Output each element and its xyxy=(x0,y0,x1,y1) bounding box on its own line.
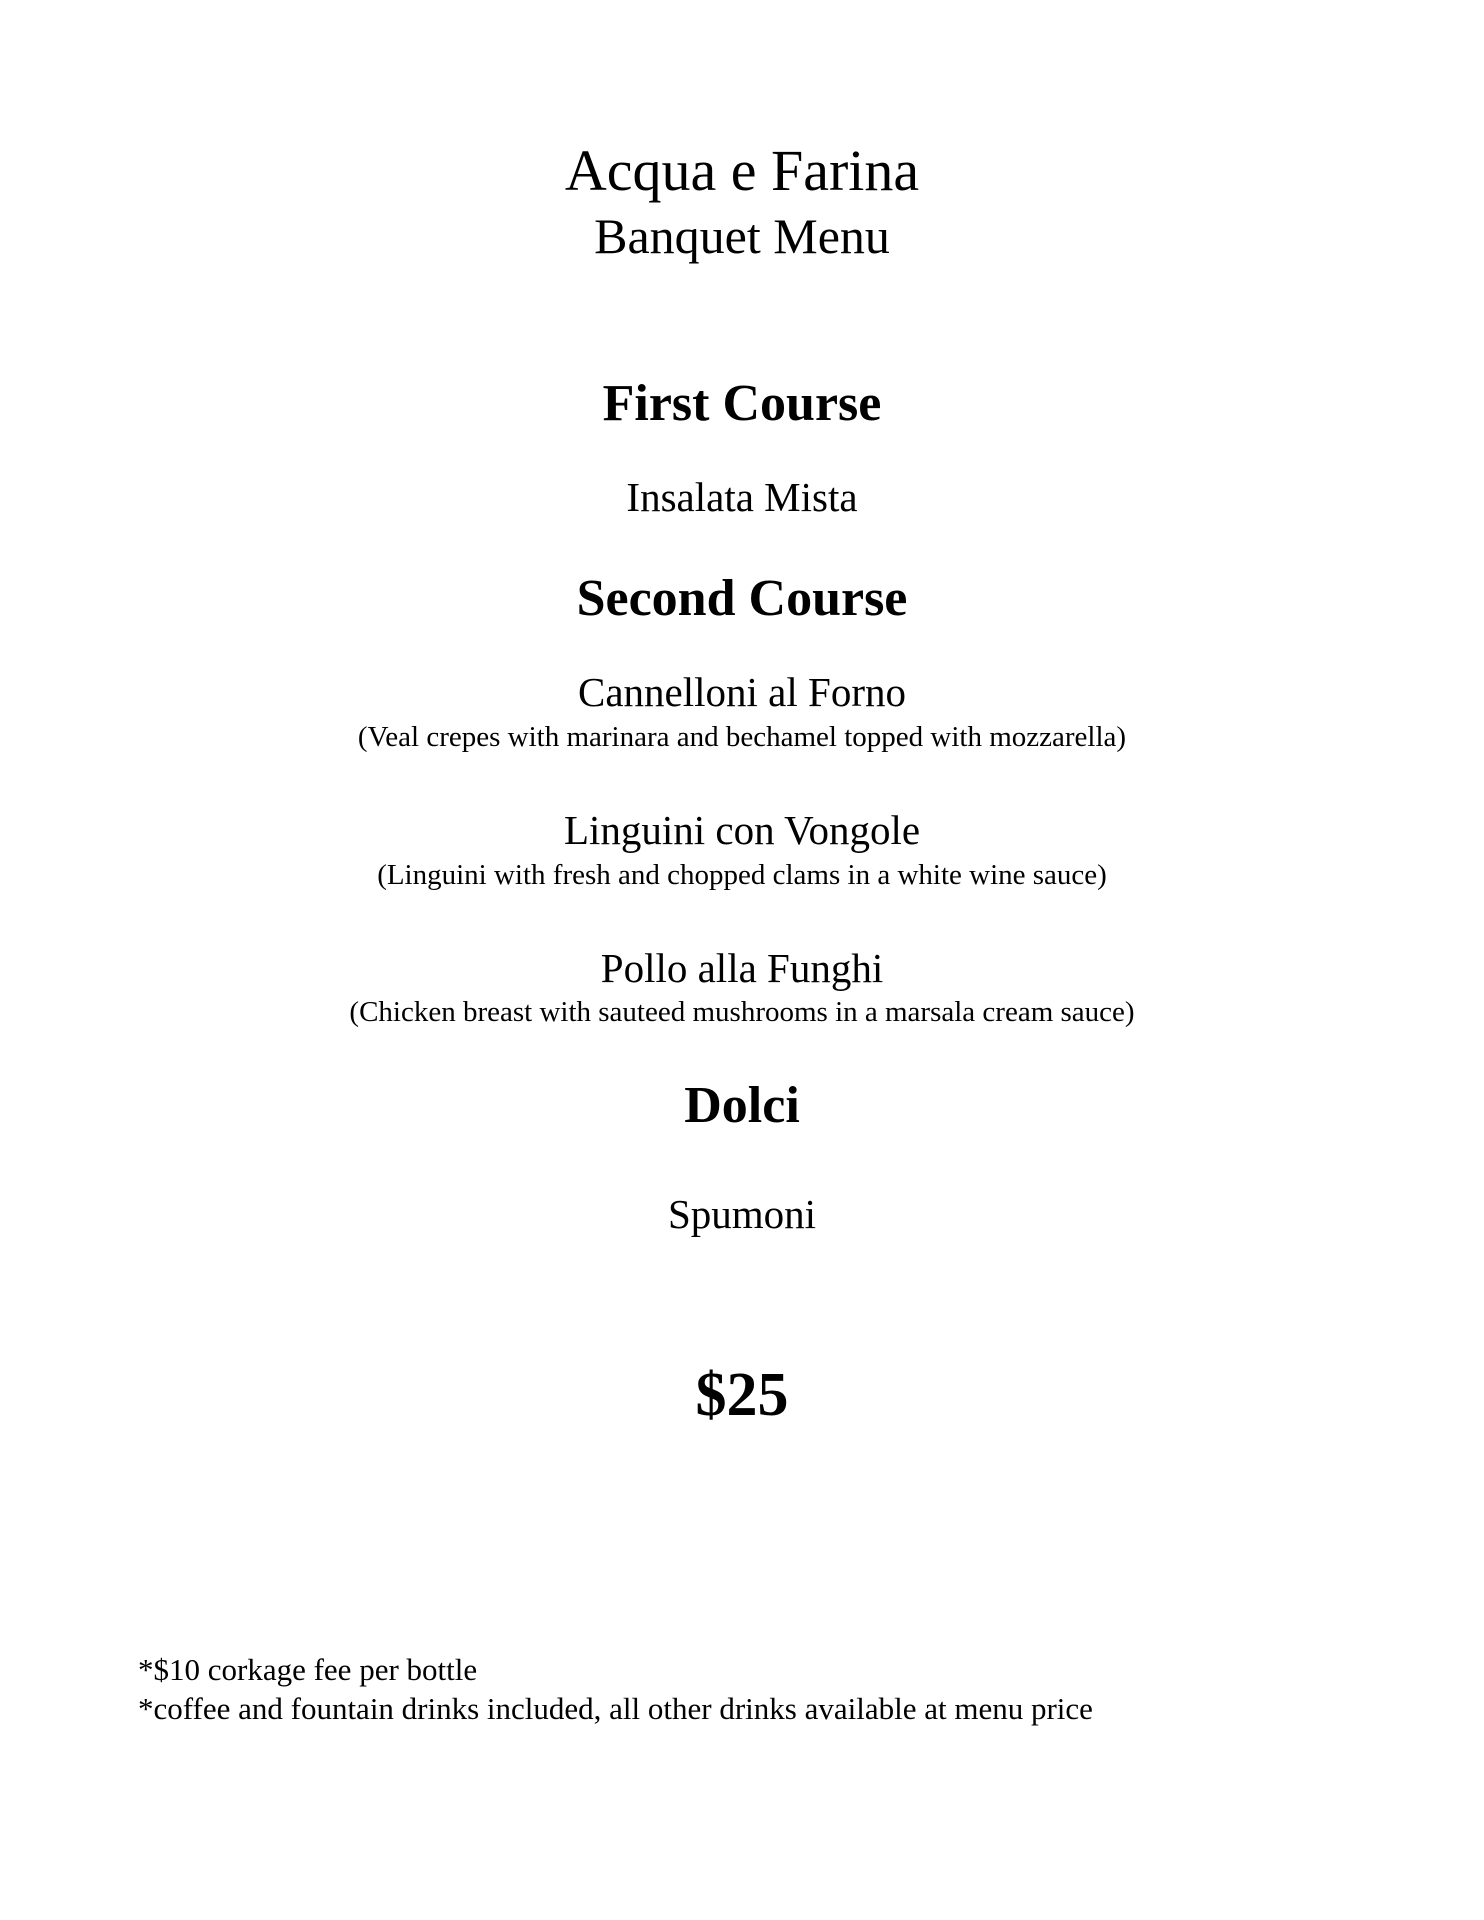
menu-title: Banquet Menu xyxy=(594,208,890,264)
footnote: *$10 corkage fee per bottle xyxy=(138,1652,478,1687)
menu-item-description: (Linguini with fresh and chopped clams in a white wine sauce) xyxy=(377,859,1107,891)
menu-item-name: Insalata Mista xyxy=(626,474,858,520)
restaurant-name: Acqua e Farina xyxy=(564,138,920,203)
menu-price: $25 xyxy=(695,1361,789,1429)
menu-item-description: (Chicken breast with sauteed mushrooms in a marsala cream sauce) xyxy=(349,996,1135,1028)
menu-item-name: Linguini con Vongole xyxy=(563,807,921,853)
dolci-heading: Dolci xyxy=(684,1077,800,1134)
menu-item-name: Pollo alla Funghi xyxy=(600,945,884,991)
footnote: *coffee and fountain drinks included, all other drinks available at menu price xyxy=(138,1691,1093,1726)
second-course-heading: Second Course xyxy=(576,570,908,627)
first-course-heading: First Course xyxy=(602,375,882,432)
footnotes xyxy=(138,1650,1093,1728)
menu-item-name: Cannelloni al Forno xyxy=(578,669,906,715)
menu-item-name: Spumoni xyxy=(667,1191,817,1237)
menu-item-description: (Veal crepes with marinara and bechamel topped with mozzarella) xyxy=(357,721,1127,753)
